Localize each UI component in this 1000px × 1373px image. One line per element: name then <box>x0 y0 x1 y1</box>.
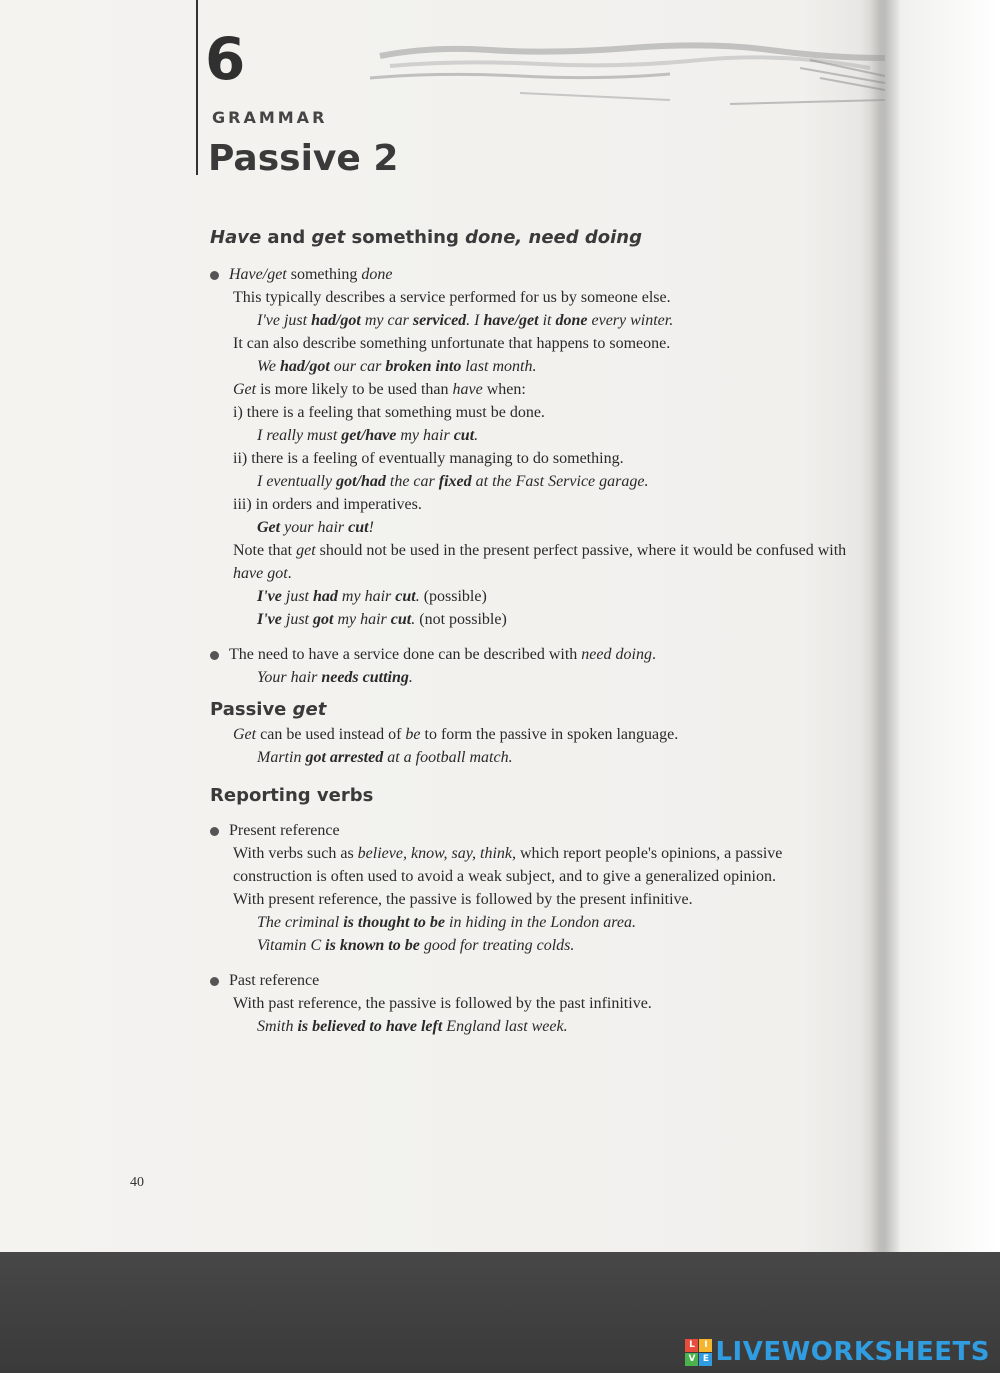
explanation-line: i) there is a feeling that something must be done. <box>233 404 545 421</box>
section-passive-get-body <box>210 723 860 769</box>
spacer <box>210 631 860 643</box>
logo-grid-cell: E <box>699 1353 712 1366</box>
spacer <box>210 957 860 969</box>
logo-grid-cell: V <box>685 1353 698 1366</box>
example-sentence: Smith is believed to have left England last week. <box>257 1018 568 1035</box>
example-sentence: I eventually got/had the car fixed at the Fast Service garage. <box>257 473 649 490</box>
section-reporting-verbs-body <box>210 819 860 1038</box>
liveworksheets-logo <box>685 1337 990 1367</box>
example-sentence: Your hair needs cutting. <box>257 669 413 686</box>
section-label: GRAMMAR <box>212 108 328 127</box>
footer-band <box>0 1252 1000 1373</box>
section-heading-reporting-verbs: Reporting verbs <box>210 785 374 806</box>
explanation-line: iii) in orders and imperatives. <box>233 496 422 513</box>
example-sentence: Martin got arrested at a football match. <box>257 749 513 766</box>
example-sentence: Vitamin C is known to be good for treating colds. <box>257 937 575 954</box>
page-number: 40 <box>130 1175 144 1190</box>
explanation-line: Get can be used instead of be to form the passive in spoken language. <box>233 726 679 743</box>
explanation-line: ii) there is a feeling of eventually managing to do something. <box>233 450 624 467</box>
example-sentence: Get your hair cut! <box>257 519 374 536</box>
liveworksheets-grid-icon <box>685 1339 712 1366</box>
book-spine-shadow <box>870 0 900 1252</box>
header-rule <box>196 0 198 175</box>
explanation-line: With past reference, the passive is followed by the past infinitive. <box>233 995 652 1012</box>
logo-grid-cell: L <box>685 1339 698 1352</box>
grammar-content <box>210 225 860 1038</box>
explanation-line: Note that get should not be used in the present perfect passive, where it would be confused with have got. <box>233 542 847 582</box>
bullet-point: Have/get something done <box>210 263 860 286</box>
section-have-get-body <box>210 263 860 689</box>
example-sentence: The criminal is thought to be in hiding in the London area. <box>257 914 636 931</box>
explanation-line: This typically describes a service performed for us by someone else. <box>233 289 671 306</box>
example-sentence: I've just got my hair cut. (not possible) <box>257 611 507 628</box>
section-heading-passive-get: Passive get <box>210 699 327 720</box>
bullet-point: Present reference <box>210 819 860 842</box>
example-sentence: I've just had my hair cut. (possible) <box>257 588 487 605</box>
logo-grid-cell: I <box>699 1339 712 1352</box>
example-sentence: I really must get/have my hair cut. <box>257 427 479 444</box>
bullet-point: The need to have a service done can be described with need doing. <box>210 643 860 666</box>
example-sentence: We had/got our car broken into last month. <box>257 358 537 375</box>
explanation-line: Get is more likely to be used than have when: <box>233 381 526 398</box>
example-sentence: I've just had/got my car serviced. I have/get it done every winter. <box>257 312 674 329</box>
chapter-number: 6 <box>205 25 246 93</box>
explanation-line: With present reference, the passive is followed by the present infinitive. <box>233 891 693 908</box>
page-title: Passive 2 <box>208 138 399 179</box>
bullet-point: Past reference <box>210 969 860 992</box>
explanation-line: It can also describe something unfortunate that happens to someone. <box>233 335 671 352</box>
decorative-brush-stroke <box>370 38 890 118</box>
liveworksheets-text: LIVEWORKSHEETS <box>715 1337 990 1367</box>
section-heading-have-get: Have and get something done, need doing <box>210 227 643 248</box>
explanation-line: With verbs such as believe, know, say, think, which report people's opinions, a passive construction is often used to avoid a weak subject, and to give a generalized opinion. <box>233 845 783 885</box>
